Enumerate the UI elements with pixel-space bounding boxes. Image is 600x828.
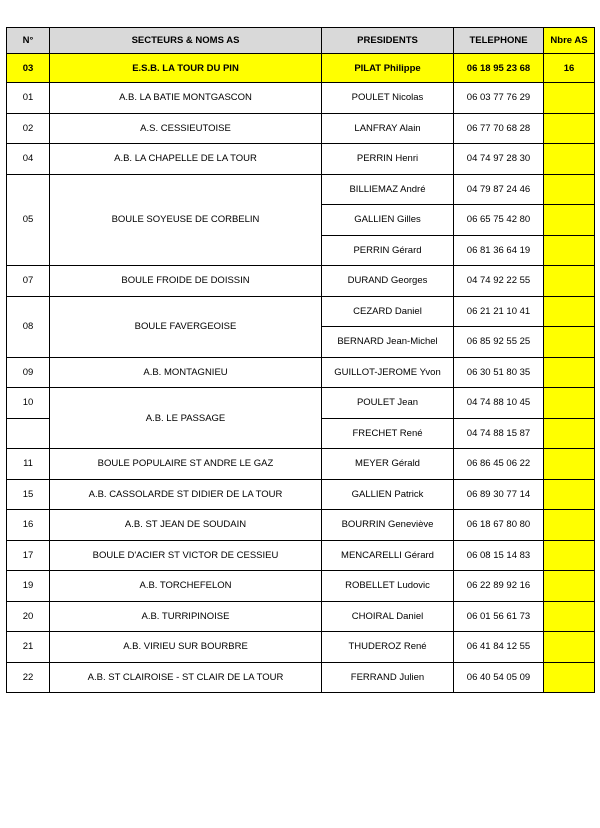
cell-nbre (544, 662, 595, 693)
cell-num: 11 (7, 449, 50, 480)
cell-secteur: E.S.B. LA TOUR DU PIN (50, 54, 322, 83)
table-row (7, 662, 595, 693)
cell-num: 03 (7, 54, 50, 83)
cell-president: GALLIEN Gilles (322, 205, 454, 236)
cell-nbre (544, 540, 595, 571)
cell-nbre (544, 296, 595, 327)
cell-num: 08 (7, 296, 50, 357)
cell-president: PERRIN Henri (322, 144, 454, 175)
cell-president: THUDEROZ René (322, 632, 454, 663)
cell-telephone: 06 18 67 80 80 (454, 510, 544, 541)
cell-num: 02 (7, 113, 50, 144)
cell-president: POULET Jean (322, 388, 454, 419)
cell-secteur: A.B. TORCHEFELON (50, 571, 322, 602)
cell-nbre (544, 357, 595, 388)
cell-num: 15 (7, 479, 50, 510)
cell-nbre: 16 (544, 54, 595, 83)
cell-president: CEZARD Daniel (322, 296, 454, 327)
cell-secteur: A.B. VIRIEU SUR BOURBRE (50, 632, 322, 663)
associations-table (6, 27, 595, 693)
cell-president: MENCARELLI Gérard (322, 540, 454, 571)
table-row (7, 144, 595, 175)
cell-president: PILAT Philippe (322, 54, 454, 83)
cell-secteur: A.B. MONTAGNIEU (50, 357, 322, 388)
cell-secteur: BOULE FROIDE DE DOISSIN (50, 266, 322, 297)
cell-nbre (544, 571, 595, 602)
header-telephone: TELEPHONE (454, 28, 544, 54)
highlight-row (7, 54, 595, 83)
table-row (7, 540, 595, 571)
table-row (7, 388, 595, 419)
cell-telephone: 06 81 36 64 19 (454, 235, 544, 266)
table-row (7, 357, 595, 388)
cell-telephone: 06 86 45 06 22 (454, 449, 544, 480)
cell-nbre (544, 388, 595, 419)
cell-nbre (544, 266, 595, 297)
cell-num: 10 (7, 388, 50, 419)
cell-telephone: 06 85 92 55 25 (454, 327, 544, 358)
table-row (7, 296, 595, 327)
cell-telephone: 04 74 88 10 45 (454, 388, 544, 419)
header-president: PRESIDENTS (322, 28, 454, 54)
cell-num: 17 (7, 540, 50, 571)
cell-nbre (544, 235, 595, 266)
cell-num (7, 418, 50, 449)
cell-nbre (544, 205, 595, 236)
cell-telephone: 06 65 75 42 80 (454, 205, 544, 236)
cell-telephone: 04 74 88 15 87 (454, 418, 544, 449)
cell-secteur: BOULE POPULAIRE ST ANDRE LE GAZ (50, 449, 322, 480)
cell-telephone: 06 41 84 12 55 (454, 632, 544, 663)
cell-telephone: 04 79 87 24 46 (454, 174, 544, 205)
cell-num: 21 (7, 632, 50, 663)
cell-num: 07 (7, 266, 50, 297)
cell-secteur: A.S. CESSIEUTOISE (50, 113, 322, 144)
table-row (7, 479, 595, 510)
cell-president: BOURRIN Geneviève (322, 510, 454, 541)
cell-president: DURAND Georges (322, 266, 454, 297)
table-row (7, 632, 595, 663)
cell-nbre (544, 449, 595, 480)
cell-secteur: BOULE SOYEUSE DE CORBELIN (50, 174, 322, 266)
cell-nbre (544, 632, 595, 663)
cell-num: 22 (7, 662, 50, 693)
cell-telephone: 06 18 95 23 68 (454, 54, 544, 83)
cell-nbre (544, 83, 595, 114)
table-row (7, 174, 595, 205)
cell-president: PERRIN Gérard (322, 235, 454, 266)
table-row (7, 601, 595, 632)
table-row (7, 571, 595, 602)
cell-num: 16 (7, 510, 50, 541)
cell-telephone: 06 21 21 10 41 (454, 296, 544, 327)
cell-telephone: 04 74 92 22 55 (454, 266, 544, 297)
cell-nbre (544, 479, 595, 510)
cell-secteur: A.B. ST JEAN DE SOUDAIN (50, 510, 322, 541)
table-row (7, 83, 595, 114)
cell-president: LANFRAY Alain (322, 113, 454, 144)
cell-president: POULET Nicolas (322, 83, 454, 114)
table-row (7, 113, 595, 144)
cell-president: ROBELLET Ludovic (322, 571, 454, 602)
cell-president: CHOIRAL Daniel (322, 601, 454, 632)
cell-telephone: 06 30 51 80 35 (454, 357, 544, 388)
cell-president: BILLIEMAZ André (322, 174, 454, 205)
cell-president: MEYER Gérald (322, 449, 454, 480)
header-num: N° (7, 28, 50, 54)
cell-num: 05 (7, 174, 50, 266)
cell-secteur: A.B. ST CLAIROISE - ST CLAIR DE LA TOUR (50, 662, 322, 693)
cell-telephone: 06 03 77 76 29 (454, 83, 544, 114)
header-secteur: SECTEURS & NOMS AS (50, 28, 322, 54)
cell-nbre (544, 174, 595, 205)
cell-president: GALLIEN Patrick (322, 479, 454, 510)
cell-secteur: A.B. LA BATIE MONTGASCON (50, 83, 322, 114)
cell-num: 19 (7, 571, 50, 602)
cell-president: GUILLOT-JEROME Yvon (322, 357, 454, 388)
cell-telephone: 06 77 70 68 28 (454, 113, 544, 144)
cell-president: FRECHET René (322, 418, 454, 449)
cell-telephone: 04 74 97 28 30 (454, 144, 544, 175)
cell-nbre (544, 510, 595, 541)
cell-nbre (544, 418, 595, 449)
cell-secteur: A.B. TURRIPINOISE (50, 601, 322, 632)
header-row (7, 28, 595, 54)
cell-telephone: 06 01 56 61 73 (454, 601, 544, 632)
cell-telephone: 06 89 30 77 14 (454, 479, 544, 510)
cell-num: 20 (7, 601, 50, 632)
cell-nbre (544, 113, 595, 144)
cell-telephone: 06 08 15 14 83 (454, 540, 544, 571)
cell-secteur: A.B. LE PASSAGE (50, 388, 322, 449)
cell-secteur: A.B. LA CHAPELLE DE LA TOUR (50, 144, 322, 175)
header-nbre: Nbre AS (544, 28, 595, 54)
cell-nbre (544, 144, 595, 175)
cell-telephone: 06 22 89 92 16 (454, 571, 544, 602)
cell-num: 09 (7, 357, 50, 388)
cell-nbre (544, 601, 595, 632)
table-row (7, 266, 595, 297)
cell-nbre (544, 327, 595, 358)
cell-telephone: 06 40 54 05 09 (454, 662, 544, 693)
table-row (7, 449, 595, 480)
cell-president: FERRAND Julien (322, 662, 454, 693)
cell-secteur: BOULE FAVERGEOISE (50, 296, 322, 357)
cell-num: 01 (7, 83, 50, 114)
table-row (7, 510, 595, 541)
cell-secteur: BOULE D'ACIER ST VICTOR DE CESSIEU (50, 540, 322, 571)
cell-president: BERNARD Jean-Michel (322, 327, 454, 358)
cell-secteur: A.B. CASSOLARDE ST DIDIER DE LA TOUR (50, 479, 322, 510)
cell-num: 04 (7, 144, 50, 175)
